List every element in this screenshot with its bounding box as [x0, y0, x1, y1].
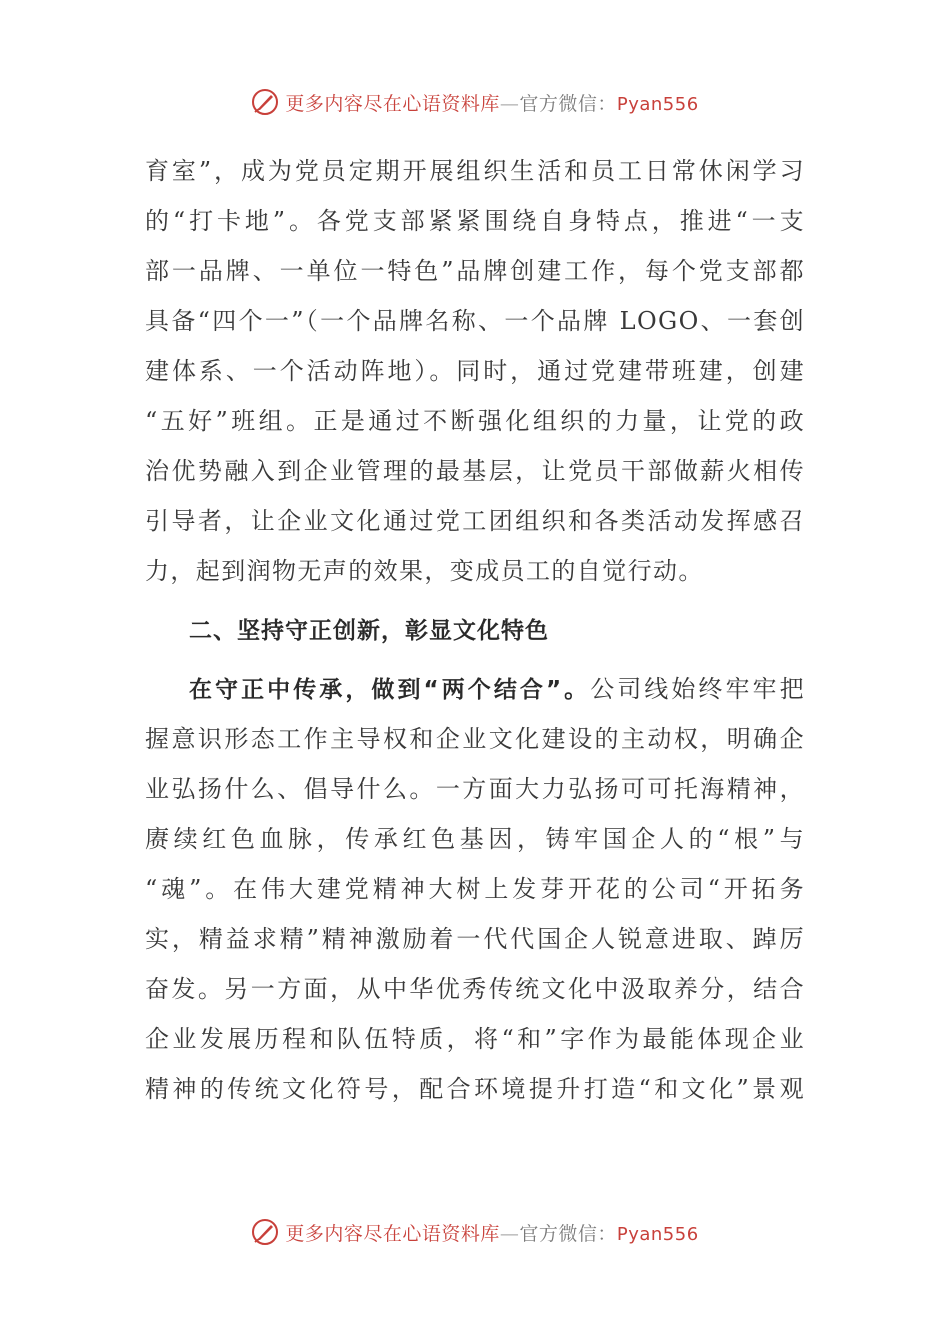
footer-wechat-id: Pyan556	[616, 1223, 699, 1245]
text-line: “五好”班组。正是通过不断强化组织的力量，让党的政	[145, 407, 805, 435]
header-banner-dash: —	[499, 92, 520, 115]
text-line: 赓续红色血脉，传承红色基因，铸牢国企人的“根”与	[145, 825, 805, 853]
text-line: 的“打卡地”。各党支部紧紧围绕自身特点，推进“一支	[145, 207, 805, 235]
text-line: 握意识形态工作主导权和企业文化建设的主动权，明确企	[145, 725, 805, 753]
text-line: 引导者，让企业文化通过党工团组织和各类活动发挥感召	[145, 507, 805, 535]
footer-watermark	[0, 1212, 950, 1252]
section-heading: 二、坚持守正创新，彰显文化特色	[189, 618, 549, 644]
text-line: 业弘扬什么、倡导什么。一方面大力弘扬可可托海精神，	[145, 775, 805, 803]
footer-banner-dash: —	[499, 1222, 520, 1245]
header-banner-text	[285, 89, 698, 116]
text-line: 实，精益求精”精神激励着一代代国企人锐意进取、踔厉	[145, 925, 805, 953]
paragraph-2	[145, 664, 805, 1114]
text-line: 奋发。另一方面，从中华优秀传统文化中汲取养分，结合	[145, 975, 805, 1003]
header-banner-title: 更多内容尽在心语资料库	[285, 92, 500, 115]
paragraph-first-line	[145, 664, 805, 714]
text-line: 精神的传统文化符号，配合环境提升打造“和文化”景观	[145, 1075, 805, 1103]
text-line: 具备“四个一”（一个品牌名称、一个品牌 LOGO、一套创	[145, 307, 805, 335]
first-line-rest: 公司线始终牢牢把	[590, 675, 805, 703]
footer-banner-title: 更多内容尽在心语资料库	[285, 1222, 500, 1245]
text-line: 企业发展历程和队伍特质，将“和”字作为最能体现企业	[145, 1025, 805, 1053]
text-line: 育室”，成为党员定期开展组织生活和员工日常休闲学习	[145, 157, 805, 185]
text-line: 部一品牌、一单位一特色”品牌创建工作，每个党支部都	[145, 257, 805, 285]
text-line: “魂”。在伟大建党精神大树上发芽开花的公司“开拓务	[145, 875, 805, 903]
paragraph-1	[145, 146, 805, 596]
bold-lead-phrase: 在守正中传承，做到“两个结合”。	[189, 677, 591, 703]
footer-banner-text	[285, 1219, 698, 1246]
quill-logo-icon	[251, 1218, 279, 1246]
footer-wechat-label: 官方微信：	[519, 1222, 617, 1245]
header-wechat-label: 官方微信：	[519, 92, 617, 115]
text-line: 治优势融入到企业管理的最基层，让党员干部做薪火相传	[145, 457, 805, 485]
document-body	[145, 146, 805, 1114]
header-wechat-id: Pyan556	[616, 93, 699, 115]
header-watermark	[0, 82, 950, 122]
quill-logo-icon	[251, 88, 279, 116]
text-line: 力，起到润物无声的效果，变成员工的自觉行动。	[145, 557, 704, 585]
text-line: 建体系、一个活动阵地）。同时，通过党建带班建，创建	[145, 357, 805, 385]
